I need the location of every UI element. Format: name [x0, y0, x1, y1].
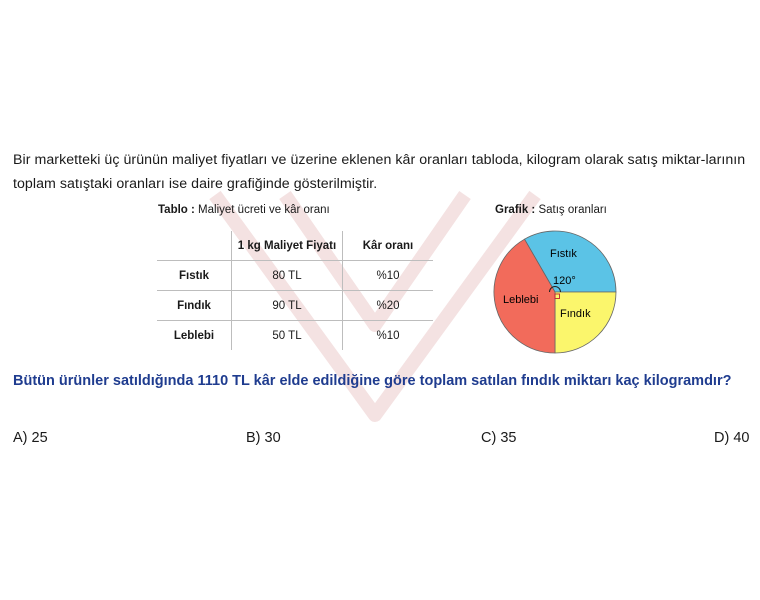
table-caption	[158, 204, 330, 216]
option-c[interactable]: C) 35	[481, 430, 517, 446]
row-profit: %10	[343, 261, 434, 291]
table-caption-title: Tablo :	[158, 204, 195, 216]
cost-table	[157, 231, 433, 350]
question-intro: Bir marketteki üç ürünün maliyet fiyatları ve üzerine eklenen kâr oranları tabloda, kilogram olarak satış miktar-larının toplam satıştaki oranları ise daire grafiğinde gösterilmiştir.	[13, 152, 746, 192]
question-text: Bütün ürünler satıldığında 1110 TL kâr elde edildiğine göre toplam satılan fındık miktarı kaç kilogramdır?	[13, 373, 732, 389]
pie-chart	[487, 226, 623, 362]
table-header-row	[157, 231, 433, 261]
slice-label-findik: Fındık	[560, 308, 591, 320]
row-cost: 50 TL	[232, 321, 343, 351]
header-profit: Kâr oranı	[343, 231, 434, 261]
row-cost: 90 TL	[232, 291, 343, 321]
pie-slice-findik	[555, 292, 616, 353]
table-caption-text: Maliyet ücreti ve kâr oranı	[198, 204, 330, 216]
row-name: Fıstık	[157, 261, 232, 291]
slice-label-leblebi: Leblebi	[503, 294, 539, 306]
option-a[interactable]: A) 25	[13, 430, 48, 446]
header-cost: 1 kg Maliyet Fiyatı	[232, 231, 343, 261]
row-profit: %10	[343, 321, 434, 351]
row-name: Leblebi	[157, 321, 232, 351]
slice-label-fistik: Fıstık	[550, 248, 577, 260]
table-corner	[157, 231, 232, 261]
row-cost: 80 TL	[232, 261, 343, 291]
table-row	[157, 291, 433, 321]
chart-caption-text: Satış oranları	[538, 204, 607, 216]
chart-caption-title: Grafik :	[495, 204, 536, 216]
option-b[interactable]: B) 30	[246, 430, 281, 446]
row-profit: %20	[343, 291, 434, 321]
row-name: Fındık	[157, 291, 232, 321]
angle-label: 120°	[553, 275, 576, 287]
chart-caption	[495, 204, 607, 216]
table-row	[157, 321, 433, 351]
option-d[interactable]: D) 40	[714, 430, 750, 446]
table-row	[157, 261, 433, 291]
